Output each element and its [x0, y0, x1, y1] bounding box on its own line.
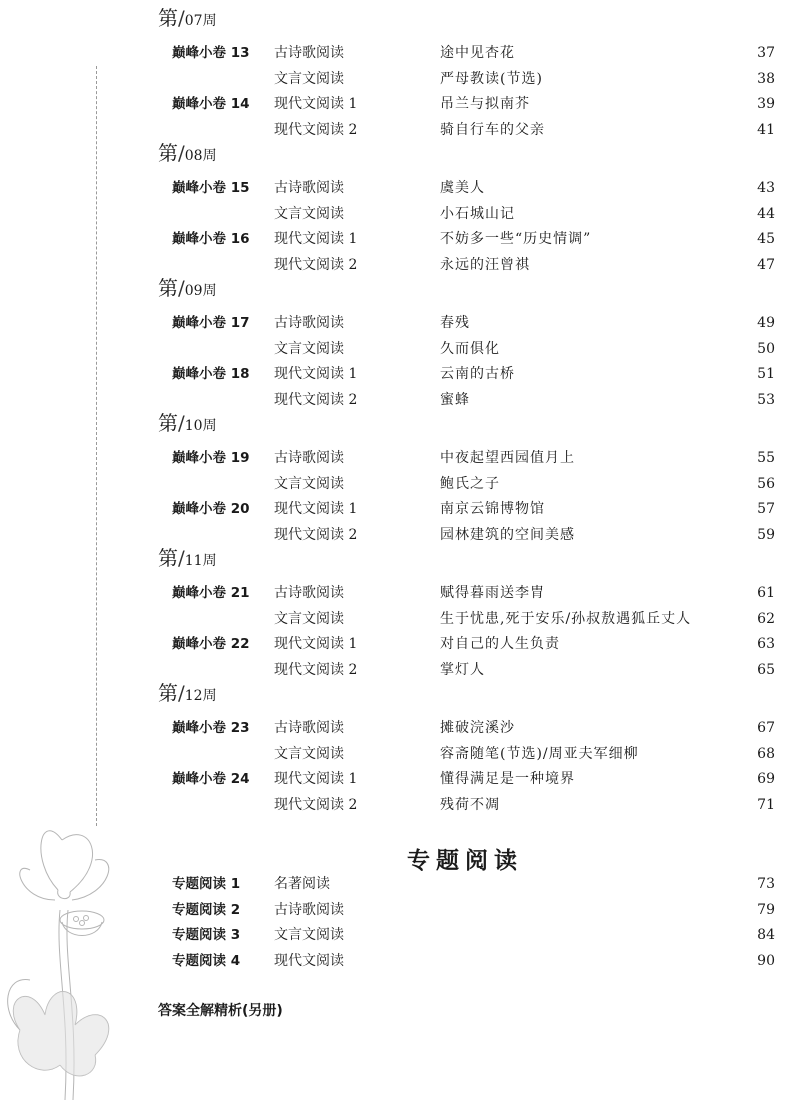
toc-row[interactable]: [0, 119, 790, 141]
toc-row[interactable]: [0, 389, 790, 411]
page-number: 62: [757, 610, 775, 627]
volume-label: 巅峰小卷 21: [172, 585, 250, 601]
article-title: 久而俱化: [440, 340, 500, 357]
week-prefix: 第: [158, 276, 178, 300]
answer-note: 答案全解精析(另册): [158, 1003, 283, 1019]
page-number: 39: [757, 96, 775, 112]
page-number: 59: [757, 526, 775, 543]
page-number: 65: [757, 661, 775, 678]
reading-type: 现代文阅读 1: [274, 771, 358, 787]
volume-label: 巅峰小卷 14: [172, 96, 250, 112]
toc-row[interactable]: [0, 363, 790, 385]
page-number: 43: [757, 180, 775, 196]
page-number: 45: [757, 231, 775, 247]
page-number: 49: [757, 315, 775, 331]
article-title: 鲍氏之子: [440, 475, 500, 492]
reading-type: 文言文阅读: [274, 927, 344, 943]
article-title: 南京云锦博物馆: [440, 501, 545, 517]
week-heading: [158, 681, 217, 708]
reading-type: 古诗歌阅读: [274, 585, 344, 601]
week-prefix: 第: [158, 141, 178, 165]
special-row[interactable]: [0, 873, 790, 895]
article-title: 永远的汪曾祺: [440, 256, 530, 273]
week-heading: [158, 276, 217, 303]
reading-type: 现代文阅读 1: [274, 96, 358, 112]
toc-row[interactable]: [0, 254, 790, 276]
week-number: 07周: [184, 13, 217, 29]
toc-row[interactable]: [0, 717, 790, 739]
page-number: 55: [757, 450, 775, 466]
week-slash: /: [178, 276, 185, 300]
toc-row[interactable]: [0, 794, 790, 816]
article-title: 严母教读(节选): [440, 70, 543, 87]
reading-type: 现代文阅读 2: [274, 526, 358, 543]
special-label: 专题阅读 1: [172, 876, 241, 892]
page-number: 53: [757, 391, 775, 408]
reading-type: 现代文阅读 2: [274, 796, 358, 813]
page-number: 68: [757, 745, 775, 762]
reading-type: 文言文阅读: [274, 70, 344, 87]
article-title: 摊破浣溪沙: [440, 720, 515, 736]
article-title: 对自己的人生负责: [440, 636, 560, 652]
reading-type: 现代文阅读 2: [274, 661, 358, 678]
week-prefix: 第: [158, 681, 178, 705]
volume-label: 巅峰小卷 19: [172, 450, 250, 466]
volume-label: 巅峰小卷 13: [172, 45, 250, 61]
article-title: 赋得暮雨送李胄: [440, 585, 545, 601]
reading-type: 文言文阅读: [274, 610, 344, 627]
special-label: 专题阅读 3: [172, 927, 241, 943]
week-number: 08周: [184, 148, 217, 164]
toc-row[interactable]: [0, 93, 790, 115]
week-number: 12周: [184, 688, 217, 704]
reading-type: 现代文阅读 2: [274, 256, 358, 273]
reading-type: 现代文阅读: [274, 952, 344, 969]
toc-row[interactable]: [0, 768, 790, 790]
article-title: 春残: [440, 315, 470, 331]
week-number: 09周: [184, 283, 217, 299]
special-reading-heading: 专题阅读: [407, 847, 523, 874]
reading-type: 文言文阅读: [274, 340, 344, 357]
week-heading: [158, 546, 217, 573]
toc-row[interactable]: [0, 524, 790, 546]
week-number: 11周: [184, 553, 217, 569]
special-row[interactable]: [0, 924, 790, 946]
page-number: 69: [757, 771, 775, 787]
article-title: 虞美人: [440, 180, 485, 196]
page-number: 73: [757, 876, 775, 892]
page-number: 50: [757, 340, 775, 357]
page-number: 51: [757, 366, 775, 382]
reading-type: 现代文阅读 1: [274, 636, 358, 652]
reading-type: 现代文阅读 1: [274, 501, 358, 517]
volume-label: 巅峰小卷 17: [172, 315, 250, 331]
page-number: 37: [757, 45, 775, 61]
week-slash: /: [178, 681, 185, 705]
week-slash: /: [178, 6, 185, 30]
volume-label: 巅峰小卷 24: [172, 771, 250, 787]
toc-row[interactable]: [0, 338, 790, 360]
page-number: 44: [757, 205, 775, 222]
volume-label: 巅峰小卷 18: [172, 366, 250, 382]
article-title: 小石城山记: [440, 205, 515, 222]
reading-type: 现代文阅读 2: [274, 121, 358, 138]
article-title: 云南的古桥: [440, 366, 515, 382]
special-row[interactable]: [0, 950, 790, 972]
volume-label: 巅峰小卷 16: [172, 231, 250, 247]
reading-type: 古诗歌阅读: [274, 720, 344, 736]
reading-type: 现代文阅读 2: [274, 391, 358, 408]
page-number: 38: [757, 70, 775, 87]
volume-label: 巅峰小卷 15: [172, 180, 250, 196]
page-number: 56: [757, 475, 775, 492]
toc-row[interactable]: [0, 177, 790, 199]
article-title: 不妨多一些“历史情调”: [440, 231, 592, 247]
article-title: 骑自行车的父亲: [440, 121, 545, 138]
week-number: 10周: [184, 418, 217, 434]
reading-type: 古诗歌阅读: [274, 315, 344, 331]
toc-row[interactable]: [0, 447, 790, 469]
toc-row[interactable]: [0, 659, 790, 681]
week-heading: [158, 6, 217, 33]
page-number: 63: [757, 636, 775, 652]
toc-row[interactable]: [0, 743, 790, 765]
article-title: 中夜起望西园值月上: [440, 450, 575, 466]
article-title: 园林建筑的空间美感: [440, 526, 575, 543]
week-slash: /: [178, 411, 185, 435]
toc-row[interactable]: [0, 312, 790, 334]
page-number: 67: [757, 720, 775, 736]
article-title: 蜜蜂: [440, 391, 470, 408]
toc-row[interactable]: [0, 582, 790, 604]
reading-type: 文言文阅读: [274, 475, 344, 492]
page-number: 47: [757, 256, 775, 273]
special-row[interactable]: [0, 899, 790, 921]
page-number: 79: [757, 901, 775, 918]
toc-row[interactable]: [0, 633, 790, 655]
toc-row[interactable]: [0, 473, 790, 495]
week-prefix: 第: [158, 6, 178, 30]
special-label: 专题阅读 2: [172, 901, 241, 918]
week-prefix: 第: [158, 546, 178, 570]
reading-type: 古诗歌阅读: [274, 450, 344, 466]
page-number: 90: [757, 952, 775, 969]
week-slash: /: [178, 141, 185, 165]
reading-type: 文言文阅读: [274, 745, 344, 762]
week-prefix: 第: [158, 411, 178, 435]
article-title: 懂得满足是一种境界: [440, 771, 575, 787]
toc-row[interactable]: [0, 498, 790, 520]
page-number: 84: [757, 927, 775, 943]
reading-type: 古诗歌阅读: [274, 45, 344, 61]
toc-row[interactable]: [0, 42, 790, 64]
reading-type: 古诗歌阅读: [274, 901, 344, 918]
toc-row[interactable]: [0, 68, 790, 90]
page-number: 57: [757, 501, 775, 517]
article-title: 生于忧患,死于安乐/孙叔敖遇狐丘丈人: [440, 610, 692, 627]
page-number: 71: [757, 796, 775, 813]
week-heading: [158, 411, 217, 438]
toc-row[interactable]: [0, 203, 790, 225]
volume-label: 巅峰小卷 22: [172, 636, 250, 652]
reading-type: 现代文阅读 1: [274, 366, 358, 382]
week-slash: /: [178, 546, 185, 570]
toc-row[interactable]: [0, 608, 790, 630]
volume-label: 巅峰小卷 23: [172, 720, 250, 736]
toc-row[interactable]: [0, 228, 790, 250]
article-title: 途中见杏花: [440, 45, 515, 61]
reading-type: 名著阅读: [274, 876, 330, 892]
page-number: 41: [757, 121, 775, 138]
volume-label: 巅峰小卷 20: [172, 501, 250, 517]
article-title: 残荷不凋: [440, 796, 500, 813]
reading-type: 文言文阅读: [274, 205, 344, 222]
article-title: 容斋随笔(节选)/周亚夫军细柳: [440, 745, 639, 762]
article-title: 吊兰与拟南芥: [440, 96, 530, 112]
special-label: 专题阅读 4: [172, 952, 241, 969]
page-number: 61: [757, 585, 775, 601]
week-heading: [158, 141, 217, 168]
article-title: 掌灯人: [440, 661, 485, 678]
reading-type: 古诗歌阅读: [274, 180, 344, 196]
reading-type: 现代文阅读 1: [274, 231, 358, 247]
